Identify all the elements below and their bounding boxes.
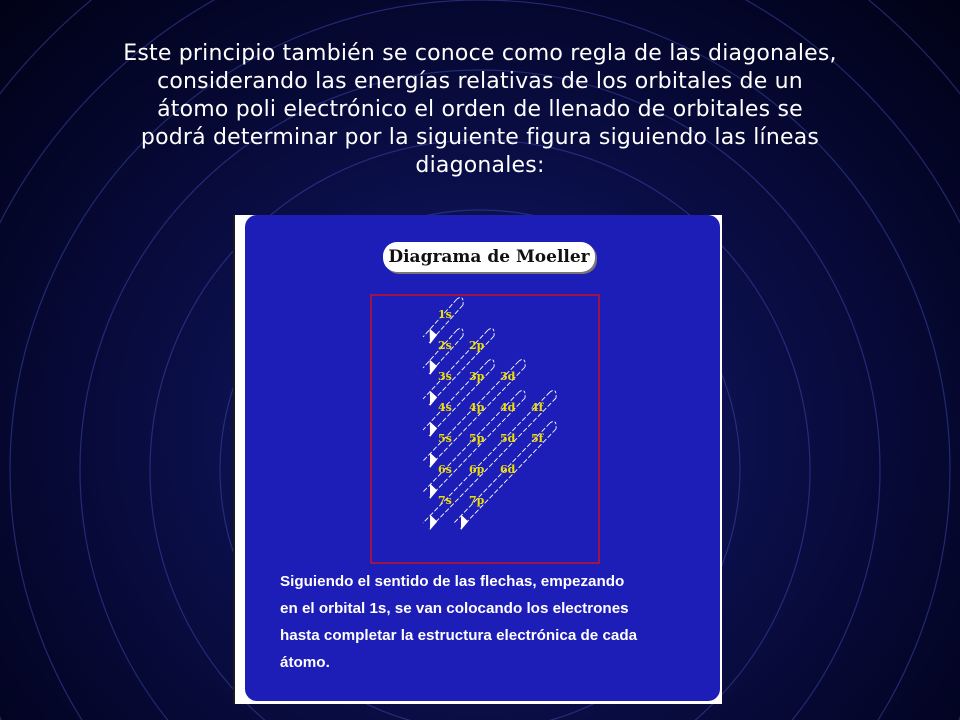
caption-line: átomo. [280, 654, 330, 671]
arrowhead [430, 515, 437, 530]
orbital-label: 1s [438, 308, 452, 321]
arrowhead [430, 453, 437, 468]
arrowhead [430, 484, 437, 499]
diagram-frame [371, 295, 599, 563]
orbital-label: 3p [469, 370, 485, 383]
orbital-label: 4p [469, 401, 485, 414]
diagram-caption [280, 568, 690, 676]
orbital-labels [438, 308, 545, 507]
diagonal-cap [488, 328, 494, 336]
moeller-figure [233, 215, 722, 704]
orbital-label: 5f [531, 432, 544, 445]
caption-line: en el orbital 1s, se van colocando los electrones [280, 600, 629, 617]
diagonal-cap [550, 390, 556, 398]
orbital-label: 5s [438, 432, 452, 445]
orbital-label: 3s [438, 370, 452, 383]
orbital-label: 6d [500, 463, 516, 476]
orbital-label: 7s [438, 494, 452, 507]
orbital-label: 3d [500, 370, 516, 383]
diagram-title: Diagrama de Moeller [383, 242, 595, 272]
diagonal-cap [457, 297, 463, 305]
diagonal-cap [519, 390, 525, 398]
orbital-label: 5p [469, 432, 485, 445]
slide-text-line: átomo poli electrónico el orden de llenado de orbitales se [157, 97, 803, 122]
arrowhead [430, 328, 437, 344]
diagonal-cap [550, 421, 556, 429]
arrowhead [461, 515, 468, 530]
orbital-label: 4s [438, 401, 452, 414]
arrowhead [430, 422, 437, 437]
orbital-label: 6p [469, 463, 485, 476]
orbital-label: 6s [438, 463, 452, 476]
arrowhead [430, 391, 437, 406]
orbital-label: 2s [438, 339, 452, 352]
orbital-label: 7p [469, 494, 485, 507]
slide-text-line: considerando las energías relativas de los orbitales de un [157, 69, 803, 94]
orbital-label: 5d [500, 432, 516, 445]
slide-text-line: diagonales: [415, 153, 545, 178]
diagonal-cap [519, 359, 525, 367]
slide-text-line: Este principio también se conoce como regla de las diagonales, [123, 41, 837, 66]
diagonal-cap [457, 328, 463, 336]
slide-body-text [60, 40, 900, 180]
arrowhead [430, 359, 437, 375]
orbital-label: 4d [500, 401, 516, 414]
caption-line: Siguiendo el sentido de las flechas, empezando [280, 573, 625, 590]
diagonal-cap [488, 359, 494, 367]
caption-line: hasta completar la estructura electrónica de cada [280, 627, 638, 644]
slide-text-line: podrá determinar por la siguiente figura siguiendo las líneas [140, 125, 820, 150]
orbital-label: 4f [531, 401, 544, 414]
orbital-label: 2p [469, 339, 485, 352]
figure-panel [245, 215, 720, 701]
